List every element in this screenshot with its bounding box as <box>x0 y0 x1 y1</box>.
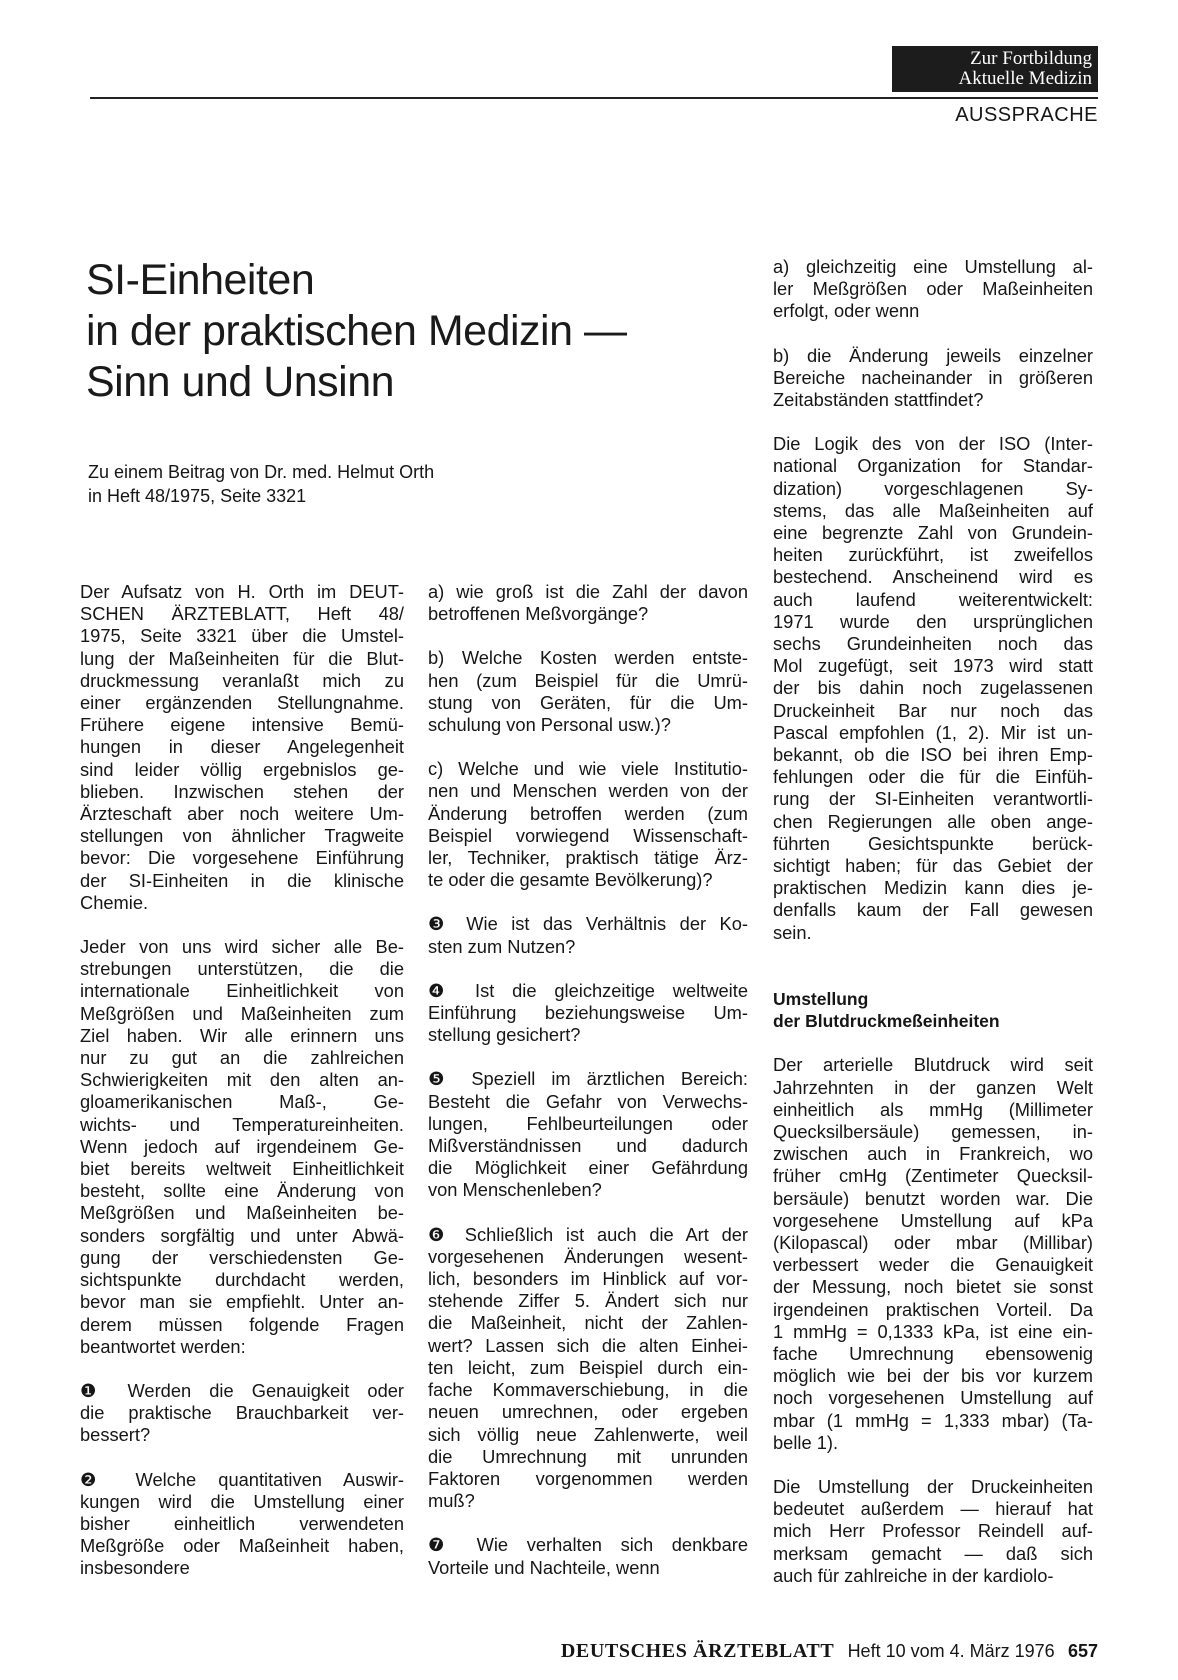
text-line: lungen, Fehlbeurteilungen oder <box>428 1112 748 1134</box>
text-line: beantwortet werden: <box>80 1335 246 1357</box>
text-line: Vorteile und Nachteile, wenn <box>428 1556 660 1578</box>
text-line: der bis dahin noch zugelassenen <box>773 677 1093 699</box>
text-line: Ärzteschaft aber noch weitere Um- <box>80 803 404 825</box>
text-line: bevor: Die vorgesehene Einführung <box>80 847 404 869</box>
text-line: mbar (1 mmHg = 1,333 mbar) (Ta- <box>773 1409 1093 1431</box>
text-line: Änderung betroffen werden (zum <box>428 802 748 824</box>
section-badge <box>892 46 1098 92</box>
text-line: Einführung beziehungsweise Um- <box>428 1002 748 1024</box>
text-line: Besteht die Gefahr von Verwechs- <box>428 1090 748 1112</box>
text-line: verbessert weder die Genauigkeit <box>773 1254 1093 1276</box>
text-line: ler Meßgrößen oder Maßeinheiten <box>773 278 1093 300</box>
text-line: bekannt, ob die ISO bei ihren Emp- <box>773 744 1093 766</box>
text-line: stellung gesichert? <box>428 1024 581 1046</box>
paragraph-gap <box>773 1032 1093 1054</box>
text-line: a) gleichzeitig eine Umstellung al- <box>773 256 1093 277</box>
paragraph-gap <box>80 1358 404 1380</box>
text-line: die praktische Brauchbarkeit ver- <box>80 1402 404 1424</box>
text-line: sein. <box>773 921 812 943</box>
text-line: sind leider völlig ergebnislos ge- <box>80 758 404 780</box>
text-line: kungen wird die Umstellung einer <box>80 1490 404 1512</box>
text-line: ❹ Ist die gleichzeitige weltweite <box>428 979 748 1001</box>
text-line: neuen umrechnen, oder ergeben <box>428 1401 748 1423</box>
text-line: lich, besonders im Hinblick auf vor- <box>428 1268 748 1290</box>
text-line: praktischen Medizin kann dies je- <box>773 877 1093 899</box>
text-line: insbesondere <box>80 1557 190 1579</box>
text-line: sonders sorgfältig und unter Abwä- <box>80 1224 404 1246</box>
text-line: Zeitabständen stattfindet? <box>773 389 984 411</box>
paragraph-gap <box>773 1454 1093 1476</box>
text-line: vorgesehenen Änderungen wesent- <box>428 1245 748 1267</box>
text-line: te oder die gesamte Bevölkerung)? <box>428 869 713 891</box>
text-line: Bereiche nacheinander in größeren <box>773 366 1093 388</box>
paragraph-gap <box>428 736 748 758</box>
text-line: eine begrenzte Zahl von Grundein- <box>773 522 1093 544</box>
text-line: Chemie. <box>80 891 149 913</box>
text-line: strebungen unterstützen, die die <box>80 958 404 980</box>
article-subtitle <box>88 460 434 508</box>
text-line: schulung von Personal usw.)? <box>428 714 671 736</box>
text-line: dization) vorgeschlagenen Sy- <box>773 477 1093 499</box>
text-line: Jeder von uns wird sicher alle Be- <box>80 936 404 958</box>
badge-line-2: Aktuelle Medizin <box>958 68 1092 89</box>
text-line: möglich wie bei der bis vor kurzem <box>773 1365 1093 1387</box>
text-line: nur zu gut an die zahlreichen <box>80 1047 404 1069</box>
paragraph-gap <box>428 1202 748 1224</box>
text-line: Der arterielle Blutdruck wird seit <box>773 1054 1093 1076</box>
text-line: auch laufend weiterentwickelt: <box>773 588 1093 610</box>
text-line: stellungen von ähnlicher Tragweite <box>80 825 404 847</box>
text-line: auch für zahlreiche in der kardiolo- <box>773 1564 1054 1586</box>
text-line: bersäule) benutzt worden war. Die <box>773 1187 1093 1209</box>
paragraph-gap <box>80 914 404 936</box>
text-line: biet bereits weltweit Einheitlichkeit <box>80 1158 404 1180</box>
text-line: Der Aufsatz von H. Orth im DEUT- <box>80 581 404 602</box>
paragraph-gap <box>773 966 1093 988</box>
text-line: Meßgrößen und Maßeinheiten be- <box>80 1202 404 1224</box>
text-line: bisher einheitlich verwendeten <box>80 1512 404 1534</box>
text-line: national Organization for Standar- <box>773 455 1093 477</box>
text-line: gloamerikanischen Maß-, Ge- <box>80 1091 404 1113</box>
paragraph-gap <box>80 1447 404 1469</box>
text-line: die Umrechnung mit unrunden <box>428 1445 748 1467</box>
text-line: bessert? <box>80 1424 151 1446</box>
journal-name: DEUTSCHES ÄRZTEBLATT <box>560 1640 835 1662</box>
text-line: Die Umstellung der Druckeinheiten <box>773 1475 1093 1497</box>
title-line: in der praktischen Medizin — <box>86 307 627 355</box>
header-divider <box>90 97 1098 99</box>
text-line: internationale Einheitlichkeit von <box>80 980 404 1002</box>
text-line: bedeutet außerdem — hierauf hat <box>773 1498 1093 1520</box>
text-line: a) wie groß ist die Zahl der davon <box>428 581 748 602</box>
text-line: ❼ Wie verhalten sich denkbare <box>428 1534 748 1556</box>
text-line: besteht, sollte eine Änderung von <box>80 1180 404 1202</box>
text-line: einheitlich als mmHg (Millimeter <box>773 1098 1093 1120</box>
text-line: 1 mmHg = 0,1333 kPa, ist eine ein- <box>773 1320 1093 1342</box>
text-line: wert? Lassen sich die alten Einhei- <box>428 1334 748 1356</box>
text-line: irgendeinen praktischen Vorteil. Da <box>773 1298 1093 1320</box>
paragraph-gap <box>428 958 748 980</box>
text-line: ❸ Wie ist das Verhältnis der Ko- <box>428 913 748 935</box>
text-line: Faktoren vorgenommen werden <box>428 1467 748 1489</box>
text-line: Pascal empfohlen (1, 2). Mir ist un- <box>773 721 1093 743</box>
paragraph-gap <box>428 891 748 913</box>
text-line: fache Umrechnung ebensowenig <box>773 1342 1093 1364</box>
text-line: betroffenen Meßvorgänge? <box>428 603 649 625</box>
text-line: sichtspunkte durchdacht werden, <box>80 1269 404 1291</box>
text-line: ler, Techniker, praktisch tätige Ärz- <box>428 847 748 869</box>
text-line: Wenn jedoch auf irgendeinem Ge- <box>80 1135 404 1157</box>
text-line: 1971 wurde den ursprünglichen <box>773 610 1093 632</box>
text-line: ❺ Speziell im ärztlichen Bereich: <box>428 1068 748 1090</box>
text-line: bevor man sie empfiehlt. Unter an- <box>80 1291 404 1313</box>
text-line: Meßgrößen und Maßeinheiten zum <box>80 1002 404 1024</box>
text-line: fehlungen oder die für die Einfüh- <box>773 766 1093 788</box>
text-line: einer ergänzenden Stellungnahme. <box>80 692 404 714</box>
text-line: sichtigt haben; für das Gebiet der <box>773 855 1093 877</box>
text-line: c) Welche und wie viele Institutio- <box>428 758 748 780</box>
page-footer <box>561 1640 1098 1663</box>
text-line: rung der SI-Einheiten verantwortli- <box>773 788 1093 810</box>
text-line: sten zum Nutzen? <box>428 935 576 957</box>
text-line: Schwierigkeiten mit den alten an- <box>80 1069 404 1091</box>
text-line: Beispiel vorwiegend Wissenschaft- <box>428 824 748 846</box>
text-line: vorgesehene Umstellung auf kPa <box>773 1209 1093 1231</box>
text-column-3 <box>773 256 1093 1587</box>
text-line: zwischen auch in Frankreich, wo <box>773 1143 1093 1165</box>
text-line: führten Gesichtspunkte berück- <box>773 832 1093 854</box>
text-line: druckmessung veranlaßt mich zu <box>80 669 404 691</box>
text-line: (Kilopascal) oder mbar (Millibar) <box>773 1231 1093 1253</box>
text-line: stems, das alle Maßeinheiten auf <box>773 499 1093 521</box>
text-line: früher cmHg (Zentimeter Quecksil- <box>773 1165 1093 1187</box>
text-line: denfalls kaum der Fall gewesen <box>773 899 1093 921</box>
text-line: belle 1). <box>773 1431 839 1453</box>
text-line: SCHEN ÄRZTEBLATT, Heft 48/ <box>80 603 404 625</box>
text-line: derem müssen folgende Fragen <box>80 1313 404 1335</box>
text-line: Druckeinheit Bar nur noch das <box>773 699 1093 721</box>
text-line: ten leicht, zum Beispiel durch ein- <box>428 1356 748 1378</box>
text-line: erfolgt, oder wenn <box>773 300 920 322</box>
text-line: Mißverständnissen und dadurch <box>428 1135 748 1157</box>
text-line: die Maßeinheit, nicht der Zahlen- <box>428 1312 748 1334</box>
text-line: Mol zugefügt, seit 1973 wird statt <box>773 655 1093 677</box>
text-line: Ziel haben. Wir alle erinnern uns <box>80 1024 404 1046</box>
text-line: muß? <box>428 1490 475 1512</box>
text-line: sich völlig neue Zahlenwerte, weil <box>428 1423 748 1445</box>
text-line: von Menschenleben? <box>428 1179 602 1201</box>
text-line: Die Logik des von der ISO (Inter- <box>773 433 1093 455</box>
text-line: noch vorgesehenen Umstellung auf <box>773 1387 1093 1409</box>
text-line: stehende Ziffer 5. Ändert sich nur <box>428 1290 748 1312</box>
section-label: AUSSPRACHE <box>955 104 1098 126</box>
title-line: Sinn und Unsinn <box>86 358 395 406</box>
text-line: heiten zurückführt, ist zweifellos <box>773 544 1093 566</box>
text-line: hen (zum Beispiel für die Umrü- <box>428 669 748 691</box>
badge-line-1: Zur Fortbildung <box>970 48 1092 69</box>
text-line: 1975, Seite 3321 über die Umstel- <box>80 625 404 647</box>
text-line: nen und Menschen werden von der <box>428 780 748 802</box>
text-line: stung von Geräten, für die Um- <box>428 691 748 713</box>
text-column-1 <box>80 581 404 1580</box>
text-line: wichts- und Temperatureinheiten. <box>80 1113 404 1135</box>
paragraph-gap <box>428 1512 748 1534</box>
text-line: bestechend. Anscheinend wird es <box>773 566 1093 588</box>
paragraph-gap <box>428 1046 748 1068</box>
text-line: ❷ Welche quantitativen Auswir- <box>80 1468 404 1490</box>
text-line: Meßgröße oder Maßeinheit haben, <box>80 1535 404 1557</box>
text-line: sechs Grundeinheiten noch das <box>773 633 1093 655</box>
text-column-2 <box>428 581 748 1579</box>
text-line: der Messung, noch bietet sie sonst <box>773 1276 1093 1298</box>
title-line: SI-Einheiten <box>86 256 315 304</box>
text-line: lung der Maßeinheiten für die Blut- <box>80 647 404 669</box>
text-line: die Möglichkeit einer Gefährdung <box>428 1157 748 1179</box>
paragraph-gap <box>428 625 748 647</box>
section-heading: Umstellung <box>773 988 869 1009</box>
text-line: Frühere eigene intensive Bemü- <box>80 714 404 736</box>
text-line: chen Regierungen alle oben ange- <box>773 810 1093 832</box>
paragraph-gap <box>773 944 1093 966</box>
text-line: b) die Änderung jeweils einzelner <box>773 344 1093 366</box>
text-line: blieben. Inzwischen stehen der <box>80 780 404 802</box>
paragraph-gap <box>773 411 1093 433</box>
subtitle-line: in Heft 48/1975, Seite 3321 <box>88 486 307 506</box>
text-line: gung der verschiedensten Ge- <box>80 1246 404 1268</box>
text-line: ❶ Werden die Genauigkeit oder <box>80 1379 404 1401</box>
text-line: fache Kommaverschiebung, in die <box>428 1379 748 1401</box>
text-line: der SI-Einheiten in die klinische <box>80 869 404 891</box>
article-title <box>86 255 686 408</box>
text-line: merksam gemacht — daß sich <box>773 1542 1093 1564</box>
text-line: hungen in dieser Angelegenheit <box>80 736 404 758</box>
issue-info: Heft 10 vom 4. März 1976 <box>847 1641 1055 1661</box>
subtitle-line: Zu einem Beitrag von Dr. med. Helmut Orth <box>88 462 435 482</box>
text-line: ❻ Schließlich ist auch die Art der <box>428 1223 748 1245</box>
text-line: Jahrzehnten in der ganzen Welt <box>773 1076 1093 1098</box>
text-line: mich Herr Professor Reindell auf- <box>773 1520 1093 1542</box>
section-heading: der Blutdruckmeßeinheiten <box>773 1011 1000 1032</box>
text-line: Quecksilbersäule) gemessen, in- <box>773 1120 1093 1142</box>
text-line: b) Welche Kosten werden entste- <box>428 647 748 669</box>
paragraph-gap <box>773 323 1093 345</box>
page-number: 657 <box>1067 1641 1098 1661</box>
